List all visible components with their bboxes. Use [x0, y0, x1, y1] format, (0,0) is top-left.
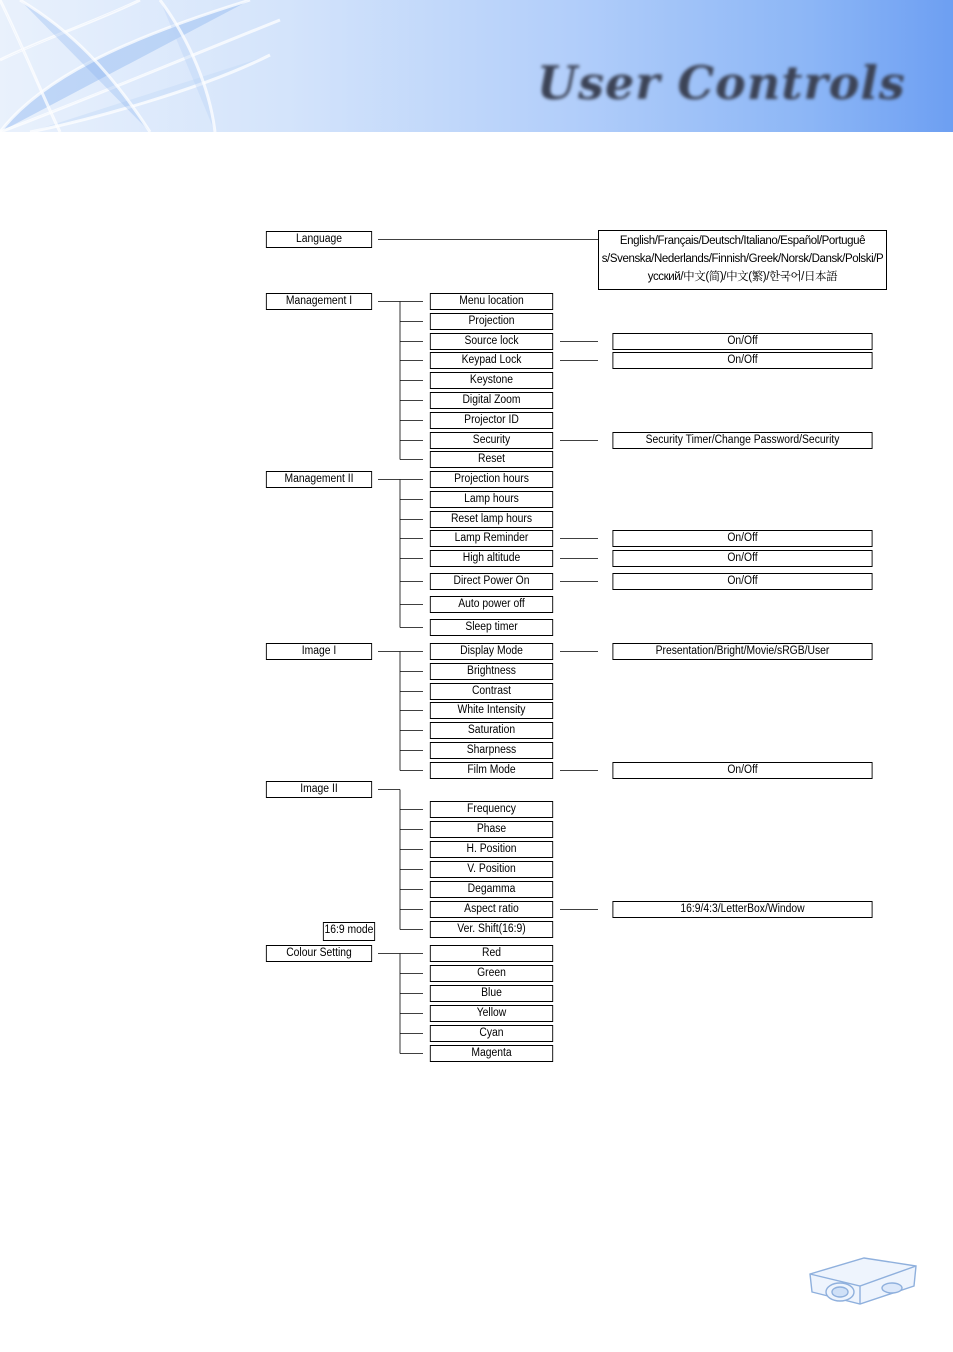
menu-item-box: Display Mode — [430, 643, 553, 660]
menu-item-box: H. Position — [430, 841, 553, 858]
menu-category-box: Image II — [266, 781, 372, 798]
menu-item-box: Projector ID — [430, 412, 553, 429]
page-title: User Controls — [537, 56, 906, 110]
menu-item-box: White Intensity — [430, 702, 553, 719]
menu-item-box: Red — [430, 945, 553, 962]
projector-icon — [804, 1252, 920, 1308]
menu-item-box: Ver. Shift(16:9) — [430, 921, 553, 938]
menu-option-box: On/Off — [612, 333, 872, 350]
menu-item-box: Cyan — [430, 1025, 553, 1042]
menu-item-box: V. Position — [430, 861, 553, 878]
menu-item-box: Reset — [430, 451, 553, 468]
menu-option-box: On/Off — [612, 530, 872, 547]
menu-item-box: Security — [430, 432, 553, 449]
menu-item-box: Frequency — [430, 801, 553, 818]
menu-option-box: On/Off — [612, 550, 872, 567]
menu-item-box: Yellow — [430, 1005, 553, 1022]
mode-note-box: 16:9 mode — [323, 922, 375, 941]
menu-category-box: Management II — [266, 471, 372, 488]
menu-option-box: Presentation/Bright/Movie/sRGB/User — [612, 643, 872, 660]
menu-item-box: Degamma — [430, 881, 553, 898]
menu-item-box: Source lock — [430, 333, 553, 350]
menu-item-box: Magenta — [430, 1045, 553, 1062]
menu-category-box: Colour Setting — [266, 945, 372, 962]
menu-item-box: Lamp hours — [430, 491, 553, 508]
menu-option-box: Security Timer/Change Password/Security — [612, 432, 872, 449]
menu-item-box: Keypad Lock — [430, 352, 553, 369]
menu-item-box: Phase — [430, 821, 553, 838]
menu-item-box: Direct Power On — [430, 573, 553, 590]
menu-option-box: 16:9/4:3/LetterBox/Window — [612, 901, 872, 918]
menu-item-box: Sleep timer — [430, 619, 553, 636]
menu-item-box: Digital Zoom — [430, 392, 553, 409]
menu-item-box: Saturation — [430, 722, 553, 739]
menu-item-box: Lamp Reminder — [430, 530, 553, 547]
menu-item-box: Contrast — [430, 683, 553, 700]
menu-category-box: Management I — [266, 293, 372, 310]
menu-item-box: Keystone — [430, 372, 553, 389]
menu-option-box: On/Off — [612, 762, 872, 779]
menu-item-box: Reset lamp hours — [430, 511, 553, 528]
menu-item-box: Aspect ratio — [430, 901, 553, 918]
menu-item-box: Blue — [430, 985, 553, 1002]
menu-item-box: Auto power off — [430, 596, 553, 613]
menu-item-box: Green — [430, 965, 553, 982]
menu-category-box: Language — [266, 231, 372, 248]
menu-item-box: Brightness — [430, 663, 553, 680]
menu-item-box: Projection hours — [430, 471, 553, 488]
menu-item-box: High altitude — [430, 550, 553, 567]
menu-option-box: On/Off — [612, 352, 872, 369]
menu-item-box: Sharpness — [430, 742, 553, 759]
menu-category-box: Image I — [266, 643, 372, 660]
menu-item-box: Menu location — [430, 293, 553, 310]
menu-option-box: On/Off — [612, 573, 872, 590]
language-options-box: English/Français/Deutsch/Italiano/Español/Portuguê s/Svenska/Nederlands/Finnish/Greek/Norsk/Dansk/Polski/P усский/中文(简)/中文(繁)/한국어/日本語 — [598, 230, 887, 290]
menu-item-box: Projection — [430, 313, 553, 330]
menu-item-box: Film Mode — [430, 762, 553, 779]
